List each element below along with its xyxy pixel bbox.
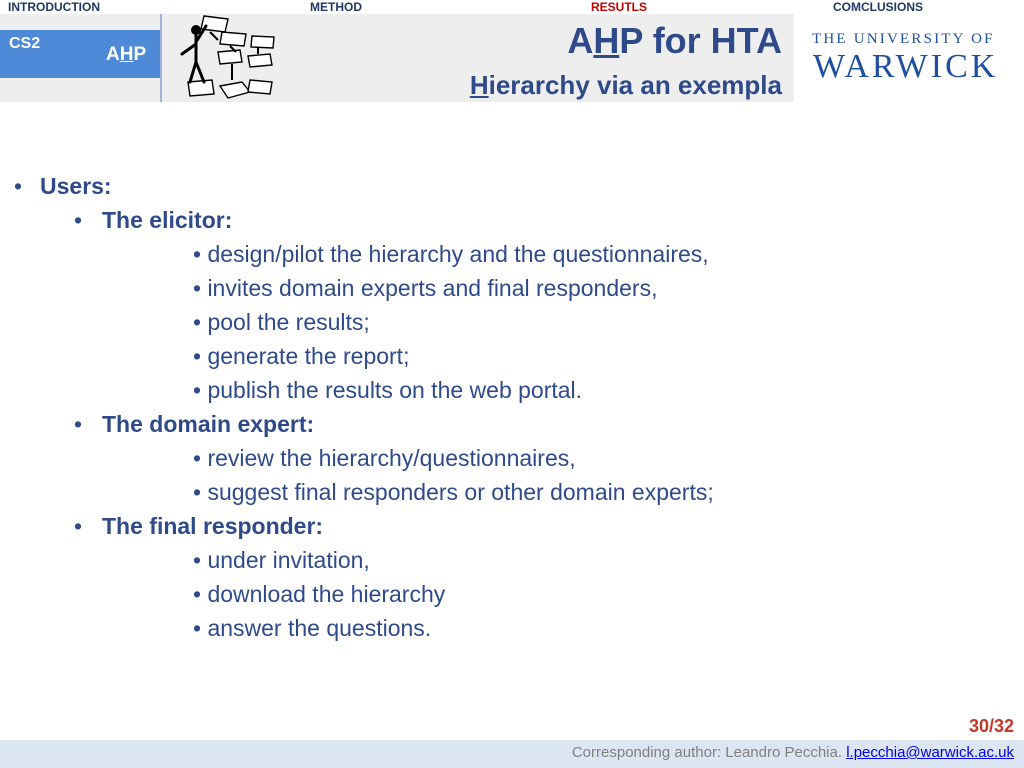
list-item: • generate the report; <box>193 343 410 369</box>
slide-title: AHP for HTA <box>567 20 782 61</box>
hierarchy-figure-icon <box>170 14 280 102</box>
nav-method[interactable]: METHOD <box>310 0 362 14</box>
university-logo-line2: WARWICK <box>813 48 999 85</box>
slide-subtitle: Hierarchy via an exempla <box>469 70 782 100</box>
author-email-link[interactable]: l.pecchia@warwick.ac.uk <box>846 744 1014 761</box>
bullet-users: • Users: <box>14 173 112 199</box>
section-code: CS2 <box>9 35 41 52</box>
list-item: • under invitation, <box>193 547 370 573</box>
nav-conclusions[interactable]: COMCLUSIONS <box>833 0 923 14</box>
nav-introduction[interactable]: INTRODUCTION <box>8 0 100 14</box>
list-item: • design/pilot the hierarchy and the questionnaires, <box>193 241 709 267</box>
list-item: • answer the questions. <box>193 615 432 641</box>
list-item: • download the hierarchy <box>193 581 446 607</box>
university-logo-line1: THE UNIVERSITY OF <box>812 31 995 47</box>
section-ahp: AHP <box>106 44 147 65</box>
page-number: 30/32 <box>968 716 1014 736</box>
bullet-role-final-responder: • The final responder: <box>74 513 324 539</box>
nav-results[interactable]: RESUTLS <box>591 0 648 14</box>
list-item: • invites domain experts and final responders, <box>193 275 658 301</box>
bullet-role-domain-expert: • The domain expert: <box>74 411 315 437</box>
list-item: • pool the results; <box>193 309 370 335</box>
list-item: • review the hierarchy/questionnaires, <box>193 445 576 471</box>
footer-author: Corresponding author: Leandro Pecchia. l.pecchia@warwick.ac.uk <box>571 744 1014 761</box>
list-item: • publish the results on the web portal. <box>193 377 583 403</box>
list-item: • suggest final responders or other domain experts; <box>193 479 714 505</box>
bullet-role-elicitor: • The elicitor: <box>74 207 233 233</box>
header-divider <box>160 14 162 102</box>
